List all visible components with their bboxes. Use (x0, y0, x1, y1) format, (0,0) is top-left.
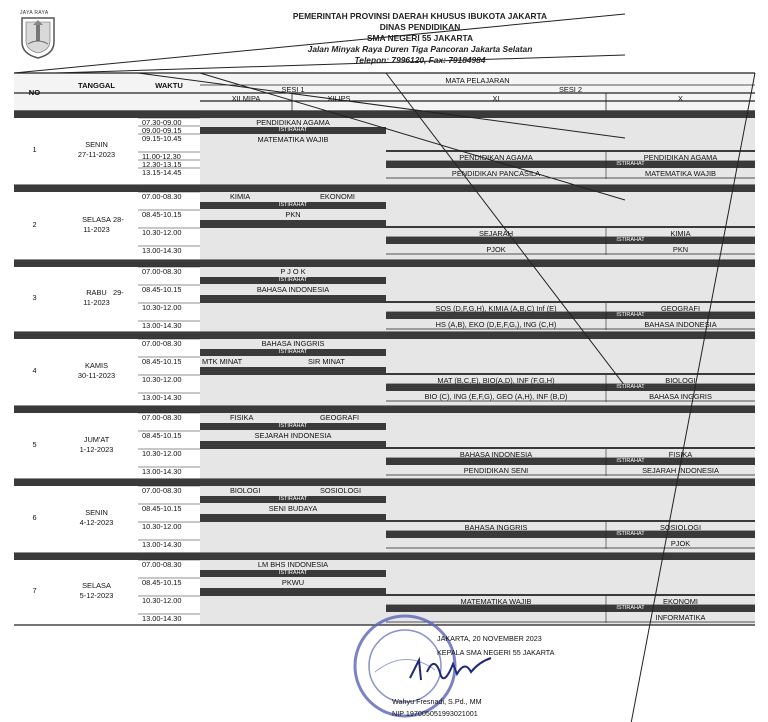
subject-cell: PJOK (670, 539, 691, 548)
session-band (386, 301, 755, 303)
header-department: DINAS PENDIDIKAN (379, 22, 461, 32)
subject-cell: BAHASA INGGRIS (464, 523, 528, 532)
header-school: SMA NEGERI 55 JAKARTA (366, 33, 474, 43)
time-slot: 12.30-13.15 (142, 160, 182, 169)
time-slot: 11.00-12.30 (142, 152, 181, 161)
time-slot: 07.00-08.30 (142, 192, 182, 201)
subject-cell: MATEMATIKA WAJIB (460, 597, 532, 606)
subject-cell: BIO (C), ING (E,F,G), GEO (A,H), INF (B,D) (424, 392, 568, 401)
break-label: ISTIRAHAT (616, 458, 645, 464)
signature-name: Wahyu Fresnadi, S.Pd., MM (392, 697, 482, 706)
time-slot: 08.45-10.15 (142, 431, 182, 440)
subject-cell: SOS (D,F,G,H), KIMIA (A,B,C) Inf (E) (435, 304, 557, 313)
session-band (200, 514, 386, 522)
col-no-header: NO (28, 88, 41, 97)
day-name: SELASA (82, 214, 111, 224)
subject-cell: SOSIOLOGI (320, 486, 362, 495)
subject-cell: PKN (285, 210, 301, 219)
subject-cell: BIOLOGI (665, 376, 696, 385)
day-separator (14, 479, 755, 486)
time-slot: 13.15-14.45 (142, 168, 182, 177)
table-line (55, 55, 625, 73)
subject-cell: INFORMATIKA (655, 613, 706, 622)
break-label: ISTIRAHAT (278, 202, 308, 208)
subject-cell: SEJARAH (478, 229, 514, 238)
subject-cell: KIMIA (230, 192, 251, 201)
subject-cell: BAHASA INDONESIA (644, 320, 717, 329)
subject-cell: MAT (B,C,E), BIO(A,D), INF (F,G,H) (437, 376, 555, 385)
time-slot: 07.00-08.30 (142, 413, 182, 422)
break-label: ISTIRAHAT (278, 127, 308, 133)
day-separator (14, 111, 755, 118)
session-band (200, 220, 386, 228)
x-header: X (678, 94, 683, 103)
session-band (386, 594, 755, 596)
day-number: 2 (32, 219, 37, 229)
subject-cell: FISIKA (668, 450, 693, 459)
time-slot: 10.30-12.00 (142, 303, 182, 312)
time-slot: 08.45-10.15 (142, 578, 182, 587)
time-slot: 10.30-12.00 (142, 375, 182, 384)
time-slot: 07.00-08.30 (142, 339, 182, 348)
signature-role: KEPALA SMA NEGERI 55 JAKARTA (437, 648, 555, 657)
subject-cell: PJOK (486, 245, 506, 254)
day-date-prefix: 29- (113, 288, 124, 297)
subject-cell: PENDIDIKAN SENI (463, 466, 529, 475)
time-slot: 08.45-10.15 (142, 285, 182, 294)
break-label: ISTIRAHAT (278, 277, 308, 283)
day-date: 5-12-2023 (79, 591, 114, 600)
day-date: 1-12-2023 (79, 444, 114, 454)
time-slot: 10.30-12.00 (142, 596, 182, 605)
subject-cell: BIOLOGI (230, 486, 261, 495)
day-name: RABU (86, 288, 107, 297)
day-number: 7 (32, 586, 37, 595)
break-label: ISTIRAHAT (616, 605, 645, 611)
day-date: 4-12-2023 (79, 518, 114, 527)
time-slot: 10.30-12.00 (142, 228, 182, 237)
session-band (386, 150, 755, 152)
sesi1-header: SESI 1 (281, 85, 305, 94)
break-label: ISTIRAHAT (278, 496, 308, 502)
session-band (386, 373, 755, 375)
sesi2-header: SESI 2 (558, 85, 582, 94)
session-band (386, 520, 755, 522)
time-slot: 10.30-12.00 (142, 449, 182, 458)
xii-ips-header: XII IPS (327, 94, 351, 103)
time-slot: 10.30-12.00 (142, 522, 182, 531)
subject-cell: SEJARAH INDONESIA (642, 466, 719, 475)
time-slot: 13.00-14.30 (142, 321, 182, 330)
time-slot: 08.45-10.15 (142, 357, 182, 366)
subject-cell: SOSIOLOGI (659, 523, 702, 532)
header-address: Jalan Minyak Raya Duren Tiga Pancoran Jakarta Selatan (307, 44, 533, 54)
day-name: SELASA (82, 581, 111, 590)
col-mapel-header: MATA PELAJARAN (445, 76, 510, 85)
subject-cell: GEOGRAFI (660, 304, 700, 313)
day-date: 11-2023 (83, 298, 110, 307)
day-separator (14, 553, 755, 560)
break-label: ISTIRAHAT (616, 531, 645, 537)
day-separator (14, 332, 755, 339)
subject-cell: PKWU (281, 578, 305, 587)
session-band (200, 367, 386, 375)
break-label: ISTIRAHAT (278, 423, 308, 429)
signature-nip: NIP 197005051993021001 (392, 709, 478, 718)
logo-caption: JAYA RAYA (20, 10, 49, 16)
break-label: ISTIRAHAT (616, 384, 645, 390)
day-date: 11-2023 (83, 224, 110, 234)
subject-cell: SIR MINAT (308, 357, 345, 366)
time-slot: 13.00-14.30 (142, 614, 182, 623)
day-separator (14, 260, 755, 267)
subject-cell: HS (A,B), EKO (D,E,F,G,), ING (C,H) (435, 320, 557, 329)
break-label: ISTIRAHAT (616, 312, 645, 318)
day-name: JUM'AT (83, 434, 110, 444)
break-label: ISTIRAHAT (616, 237, 645, 243)
time-slot: 07.00-08.30 (142, 560, 182, 569)
subject-cell: KIMIA (670, 229, 691, 238)
subject-cell: BAHASA INDONESIA (256, 285, 330, 294)
day-date: 27-11-2023 (77, 150, 116, 159)
subject-cell: EKONOMI (320, 192, 355, 201)
time-slot: 08.45-10.15 (142, 210, 182, 219)
header-phone: Telepon: 7996120, Fax: 79184984 (354, 55, 486, 65)
subject-cell: P J O K (280, 267, 306, 276)
day-separator (14, 185, 755, 192)
day-number: 1 (32, 145, 37, 154)
time-slot: 09.00-09.15 (142, 126, 182, 135)
subject-cell: SEJARAH INDONESIA (254, 431, 332, 440)
time-slot: 08.45-10.15 (142, 504, 182, 513)
session-band (200, 295, 386, 303)
xi-header: XI (492, 94, 500, 103)
time-slot: 13.00-14.30 (142, 540, 182, 549)
subject-cell: MATEMATIKA WAJIB (257, 135, 329, 144)
session-band (200, 588, 386, 596)
subject-cell: PENDIDIKAN AGAMA (643, 153, 718, 162)
subject-cell: SENI BUDAYA (268, 504, 318, 513)
session-band (386, 226, 755, 228)
day-name: SENIN (85, 508, 108, 517)
xii-mipa-header: XII MIPA (231, 94, 261, 103)
day-number: 5 (32, 439, 37, 449)
signature-place-date: JAKARTA, 20 NOVEMBER 2023 (437, 634, 542, 643)
subject-cell: PENDIDIKAN PANCASILA (451, 169, 541, 178)
break-label: ISTIRAHAT (278, 349, 308, 355)
session-band (200, 441, 386, 449)
subject-cell: EKONOMI (663, 597, 698, 606)
subject-cell: FISIKA (230, 413, 254, 422)
day-name: SENIN (85, 140, 108, 149)
day-date: 30-11-2023 (77, 371, 116, 380)
time-slot: 09.15-10.45 (142, 134, 182, 143)
time-slot: 13.00-14.30 (142, 246, 182, 255)
col-waktu-header: WAKTU (155, 81, 183, 90)
col-tanggal-header: TANGGAL (78, 81, 115, 90)
header-government: PEMERINTAH PROVINSI DAERAH KHUSUS IBUKOTA JAKARTA (292, 11, 548, 21)
time-slot: 07.00-08.30 (142, 486, 182, 495)
day-number: 6 (32, 513, 37, 522)
time-slot: 07.30-09.00 (142, 118, 182, 127)
day-number: 3 (32, 293, 37, 302)
break-label: ISTIRAHAT (278, 570, 308, 576)
subject-cell: BAHASA INDONESIA (459, 450, 533, 459)
subject-cell: MATEMATIKA WAJIB (645, 169, 716, 178)
session-band (386, 447, 755, 449)
subject-cell: BAHASA INGGRIS (649, 392, 712, 401)
time-slot: 13.00-14.30 (142, 467, 182, 476)
subject-cell: PENDIDIKAN AGAMA (459, 153, 533, 162)
subject-cell: PKN (672, 245, 689, 254)
day-date-prefix: 28- (113, 214, 124, 224)
day-name: KAMIS (85, 361, 108, 370)
day-number: 4 (32, 366, 37, 375)
subject-cell: GEOGRAFI (320, 413, 360, 422)
subject-cell: MTK MINAT (202, 357, 243, 366)
day-separator (14, 406, 755, 413)
break-label: ISTIRAHAT (616, 161, 645, 167)
subject-cell: BAHASA INGGRIS (261, 339, 325, 348)
time-slot: 07.00-08.30 (142, 267, 182, 276)
time-slot: 13.00-14.30 (142, 393, 182, 402)
subject-cell: PENDIDIKAN AGAMA (256, 118, 330, 127)
subject-cell: LM BHS INDONESIA (257, 560, 329, 569)
